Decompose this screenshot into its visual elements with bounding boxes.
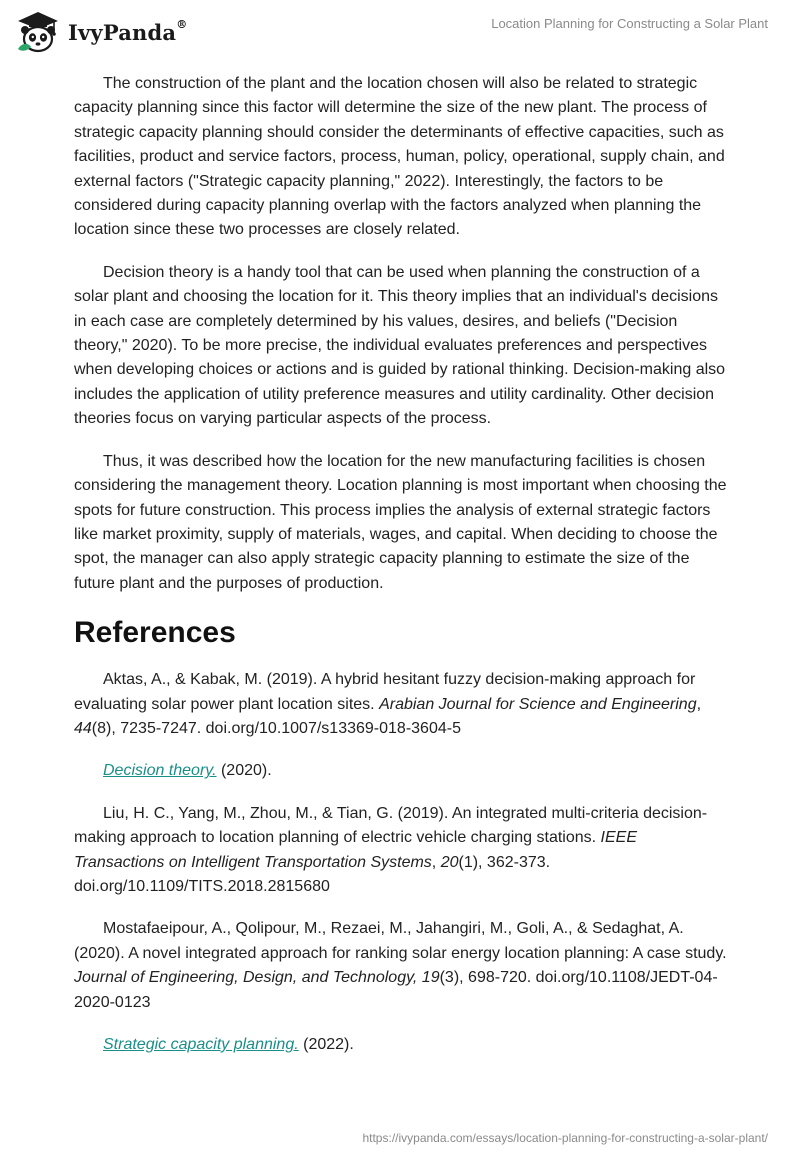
document-body xyxy=(74,72,730,1075)
reference-link-decision-theory[interactable]: Decision theory. xyxy=(103,762,217,780)
reference-entry: Aktas, A., & Kabak, M. (2019). A hybrid hesitant fuzzy decision-making approach for evaluating solar power plant location sites. Arabian Journal for Science and Engineering, 44(8), 7235-7247. doi.org/10.1007/s13369-018-3604-5 xyxy=(74,671,702,737)
body-paragraph: Thus, it was described how the location for the new manufacturing facilities is chosen considering the management theory. Location planning is most important when choosing the spots for future construction. This process implies the analysis of external strategic factors like market proximity, supply of materials, wages, and capital. When deciding to choose the spot, the manager can also apply strategic capacity planning to estimate the size of the future plant and the purposes of production. xyxy=(74,452,727,592)
reference-link-strategic-capacity-planning[interactable]: Strategic capacity planning. xyxy=(103,1036,299,1053)
reference-entry: Strategic capacity planning. (2022). xyxy=(103,1036,354,1053)
ivypanda-logo[interactable] xyxy=(14,8,204,56)
references-heading: References xyxy=(74,616,236,650)
reference-entry: Mostafaeipour, A., Qolipour, M., Rezaei, M., Jahangiri, M., Goli, A., & Sedaghat, A. (2020). A novel integrated approach for ranking solar energy location planning: A case study. Journal of Engineering, Design, and Technology, 19(3), 698-720. doi.org/10.1108/JEDT-04-2020-0123 xyxy=(74,920,727,1011)
body-paragraph: The construction of the plant and the location chosen will also be related to strategic capacity planning since this factor will determine the size of the new plant. The process of strategic capacity planning should consider the determinants of effective capacities, such as facilities, product and service factors, process, human, policy, operational, supply chain, and external factors ("Strategic capacity planning," 2022). Interestingly, the factors to be considered during capacity planning overlap with the factors analyzed when planning the location since these two processes are closely related. xyxy=(74,75,725,239)
body-paragraph: Decision theory is a handy tool that can be used when planning the construction of a solar plant and choosing the location for it. This theory implies that an individual's decisions in each case are completely determined by his values, desires, and beliefs ("Decision theory," 2020). To be more precise, the individual evaluates preferences and perspectives when developing choices or actions and is guided by rational thinking. Decision-making also includes the application of utility preference measures and utility cardinality. Other decision theories focus on varying particular aspects of the process. xyxy=(74,263,726,428)
reference-volume: 44 xyxy=(74,719,92,737)
reference-volume: 20 xyxy=(440,853,459,871)
reference-journal: IEEE Transactions on Intelligent Transportation Systems xyxy=(74,829,637,871)
reference-entry: Liu, H. C., Yang, M., Zhou, M., & Tian, G. (2019). An integrated multi-criteria decision-making approach to location planning of electric vehicle charging stations. IEEE Transactions on Intelligent Transportation Systems, 20(1), 362-373. doi.org/10.1109/TITS.2018.2815680 xyxy=(74,804,708,895)
running-title: Location Planning for Constructing a Solar Plant xyxy=(491,16,768,31)
reference-journal: Journal of Engineering, Design, and Technology, 19 xyxy=(74,969,440,987)
panda-graduate-icon xyxy=(14,9,62,55)
brand-name: IvyPanda® xyxy=(68,17,188,45)
page-header xyxy=(0,0,800,70)
footer-url[interactable]: https://ivypanda.com/essays/location-planning-for-constructing-a-solar-plant/ xyxy=(362,1131,768,1145)
reference-entry: Decision theory. (2020). xyxy=(103,762,272,780)
reference-journal: Arabian Journal for Science and Engineering xyxy=(379,695,697,713)
